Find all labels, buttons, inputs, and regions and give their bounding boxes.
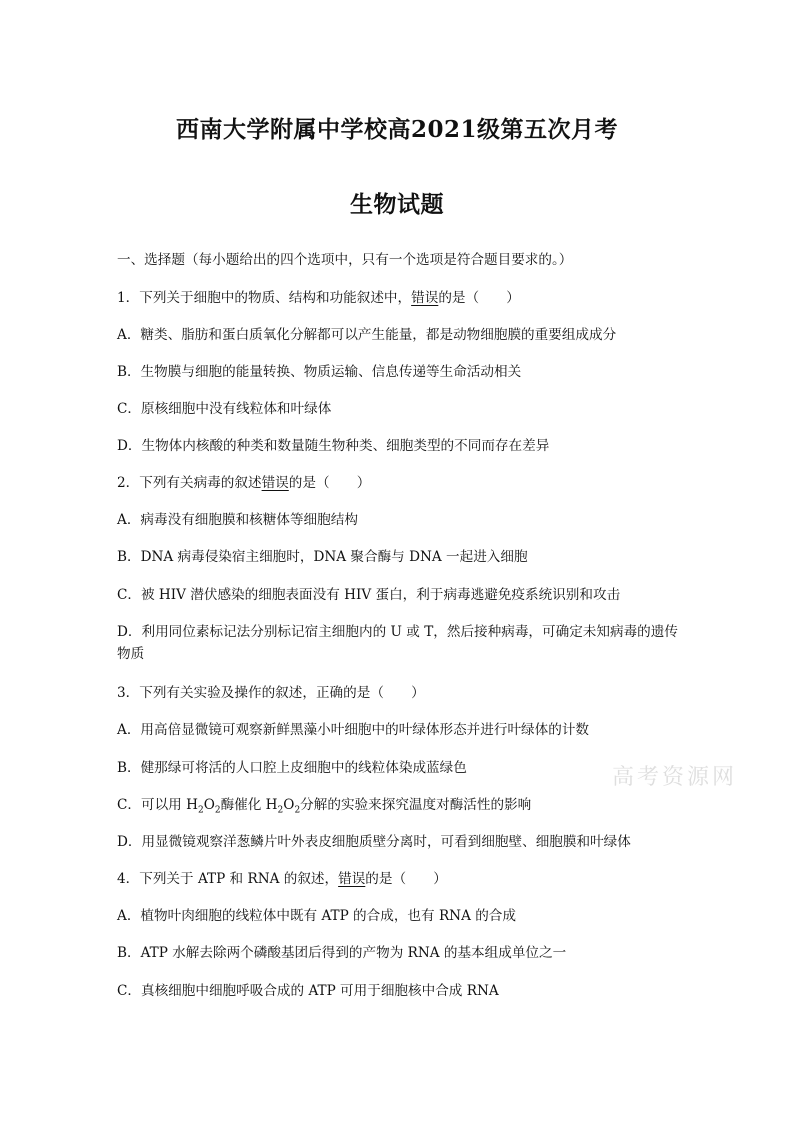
question-3-option-c: C．可以用 $H_2O_2$酶催化 $H_2O_2$分解的实验来探究温度对酶活性的影响 (117, 797, 532, 816)
question-4-option-c: C．真核细胞中细胞呼吸合成的 ATP 可用于细胞核中合成 RNA (117, 983, 499, 999)
question-3-option-b: B．健那绿可将活的人口腔上皮细胞中的线粒体染成蓝绿色 (117, 760, 467, 776)
question-3-option-d: D．用显微镜观察洋葱鳞片叶外表皮细胞质壁分离时，可看到细胞壁、细胞膜和叶绿体 (117, 834, 631, 850)
question-2-option-c: C．被 HIV 潜伏感染的细胞表面没有 HIV 蛋白，利于病毒逃避免疫系统识别和攻击 (117, 587, 621, 603)
question-1-option-d: D．生物体内核酸的种类和数量随生物种类、细胞类型的不同而存在差异 (117, 438, 550, 454)
question-2-option-a: A．病毒没有细胞膜和核糖体等细胞结构 (117, 512, 358, 528)
question-1-stem: 1．下列关于细胞中的物质、结构和功能叙述中，错误的是（ ） (117, 290, 520, 306)
question-4-option-a: A．植物叶肉细胞的线粒体中既有 ATP 的合成，也有 RNA 的合成 (117, 908, 516, 924)
question-1-option-c: C．原核细胞中没有线粒体和叶绿体 (117, 401, 332, 417)
question-4-stem: 4．下列关于 ATP 和 RNA 的叙述，错误的是（ ） (117, 871, 447, 887)
document-subtitle: 生物试题 (350, 191, 444, 218)
question-1-option-a: A．糖类、脂肪和蛋白质氧化分解都可以产生能量，都是动物细胞膜的重要组成成分 (117, 327, 617, 343)
question-2-option-d: D．利用同位素标记法分别标记宿主细胞内的 U 或 T，然后接种病毒，可确定未知病毒的遗传物质 (117, 624, 678, 662)
section-heading: 一、选择题（每小题给出的四个选项中，只有一个选项是符合题目要求的。） (117, 252, 573, 268)
watermark: 高考资源网 (612, 765, 738, 790)
question-3-option-a: A．用高倍显微镜可观察新鲜黑藻小叶细胞中的叶绿体形态并进行叶绿体的计数 (117, 722, 590, 738)
question-3-stem: 3．下列有关实验及操作的叙述，正确的是（ ） (117, 685, 425, 701)
question-1-option-b: B．生物膜与细胞的能量转换、物质运输、信息传递等生命活动相关 (117, 364, 522, 380)
document-title: 西南大学附属中学校高2021级第五次月考 (175, 116, 618, 143)
question-4-option-b: B．ATP 水解去除两个磷酸基团后得到的产物为 RNA 的基本组成单位之一 (117, 945, 567, 961)
question-2-option-b: B．DNA 病毒侵染宿主细胞时，DNA 聚合酶与 DNA 一起进入细胞 (117, 549, 528, 565)
question-2-stem: 2．下列有关病毒的叙述错误的是（ ） (117, 475, 371, 491)
